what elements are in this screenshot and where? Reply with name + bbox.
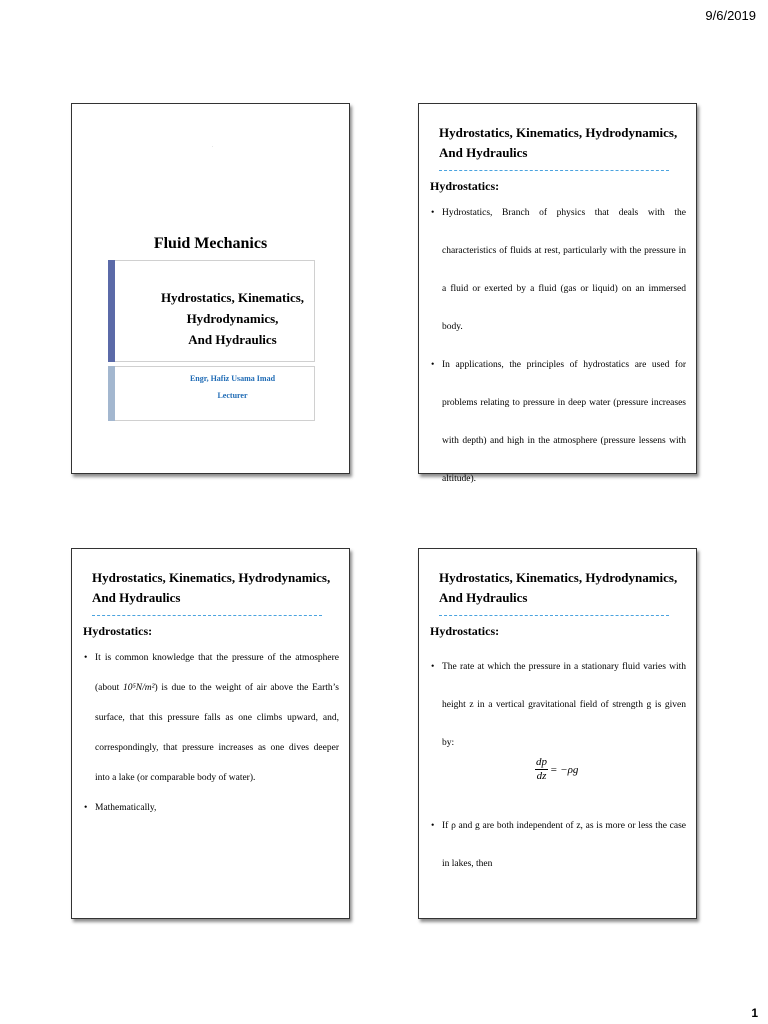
heading-line: Hydrostatics, Kinematics, Hydrodynamics, (92, 570, 331, 585)
bullet-list (429, 807, 686, 883)
slide-subheading: Hydrostatics: (430, 179, 500, 193)
bullet-text: ) is due to the weight of air above the Earth’s surface, that this pressure falls as one climbs upward, and, correspondingly, that pressure increases as one dives deeper into a lake (or comparable body of water). (95, 683, 339, 783)
slide-heading (439, 123, 677, 163)
list-item (429, 346, 686, 498)
heading-line: Hydrostatics, Kinematics, Hydrodynamics, (439, 570, 678, 585)
bullet-icon: • (431, 662, 435, 672)
bullet-list (82, 654, 339, 813)
list-item (82, 803, 339, 813)
bullet-list (429, 654, 686, 762)
heading-line: And Hydraulics (439, 590, 528, 605)
content-slide-4 (418, 548, 697, 919)
denominator: dz (536, 770, 547, 782)
author-role: Lecturer (217, 391, 248, 400)
bullet-icon: • (431, 360, 435, 370)
bullet-icon: • (84, 653, 88, 663)
bullet-text: The rate at which the pressure in a stationary fluid varies with height z in a vertical gravitational field of strength g is given by: (442, 662, 686, 748)
formula: 10⁵N/m² (123, 683, 155, 693)
content-slide-3 (71, 548, 350, 919)
heading-line: And Hydraulics (439, 145, 528, 160)
bullet-text: It is common knowledge that the pressure of the atmosphere (about (95, 653, 339, 693)
list-item (429, 194, 686, 346)
author-accent-bar (108, 366, 115, 421)
bullet-text: If ρ and g are both independent of z, as is more or less the case in lakes, then (442, 821, 686, 869)
slide-subheading: Hydrostatics: (83, 624, 153, 638)
bullet-icon: • (84, 803, 88, 813)
slide-heading (439, 568, 677, 608)
subtitle-line: Hydrodynamics, (186, 311, 279, 326)
bullet-list (429, 209, 686, 498)
fraction (535, 756, 548, 783)
numerator: dp (536, 756, 547, 768)
equation (535, 756, 578, 783)
bullet-text: Mathematically, (95, 803, 157, 813)
decorative-dot: · (212, 144, 214, 149)
content-slide-2 (418, 103, 697, 484)
bullet-text: In applications, the principles of hydrostatics are used for problems relating to pressure in deep water (pressure increases with depth) and high in the atmosphere (pressure lessens with altitude). (442, 360, 686, 484)
author-block (122, 370, 343, 404)
bullet-icon: • (431, 208, 435, 218)
list-item (429, 648, 686, 762)
list-item (429, 807, 686, 883)
list-item (82, 643, 339, 793)
slide-title: Fluid Mechanics (153, 235, 268, 252)
subtitle-line: And Hydraulics (188, 332, 277, 347)
slide-heading (92, 568, 330, 608)
page-date: 9/6/2019 (705, 8, 756, 23)
page-number: 1 (751, 1006, 758, 1020)
dashed-divider (439, 615, 669, 616)
dashed-divider (92, 615, 322, 616)
subtitle-accent-bar (108, 260, 115, 362)
author-name: Engr, Hafiz Usama Imad (189, 374, 276, 383)
title-slide (71, 103, 350, 474)
slide-subtitle (122, 287, 343, 350)
equation-rhs: = −ρg (550, 763, 579, 776)
dashed-divider (439, 170, 669, 171)
subtitle-line: Hydrostatics, Kinematics, (160, 290, 305, 305)
heading-line: And Hydraulics (92, 590, 181, 605)
bullet-text: Hydrostatics, Branch of physics that deals with the characteristics of fluids at rest, particularly with the pressure in a fluid or exerted by a fluid (gas or liquid) on an immersed body. (442, 208, 686, 332)
heading-line: Hydrostatics, Kinematics, Hydrodynamics, (439, 125, 678, 140)
bullet-icon: • (431, 821, 435, 831)
slide-subheading: Hydrostatics: (430, 624, 500, 638)
